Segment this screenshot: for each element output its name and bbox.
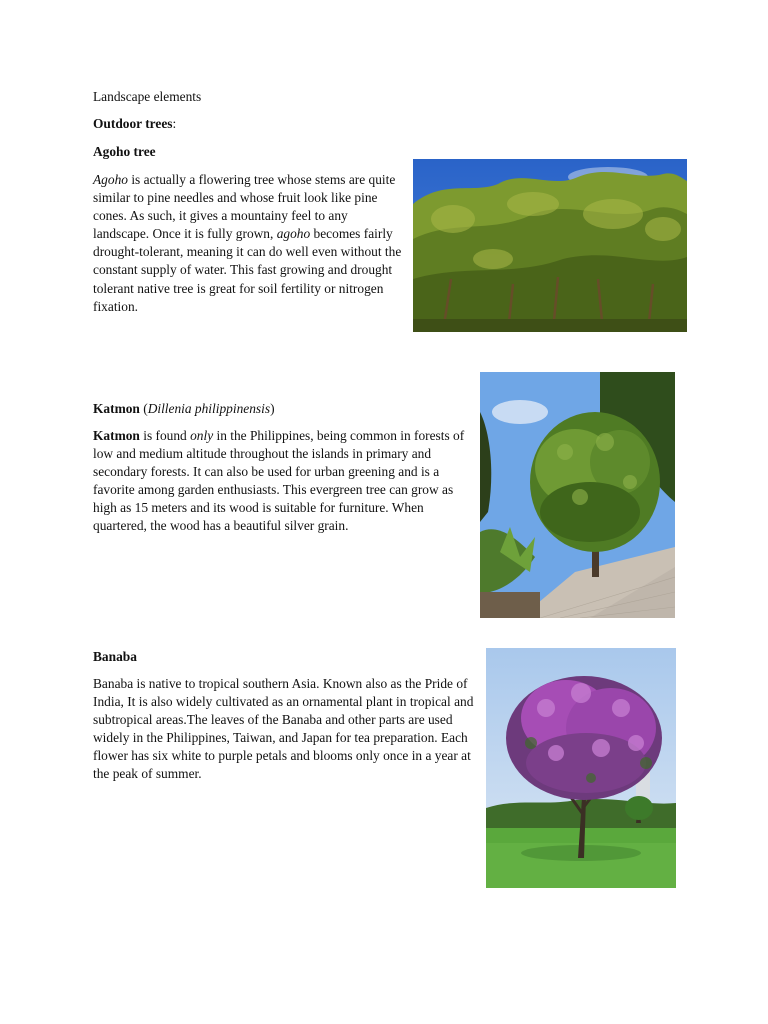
agoho-tree-photo [413, 159, 687, 332]
katmon-tree-photo [480, 372, 675, 618]
section-paragraph-banaba: Banaba is native to tropical southern Asia. Known also as the Pride of India, It is also widely cultivated as an ornamental plant in tropical and subtropical areas.The leaves of the Banaba and other parts are used widely in the Philippines, Taiwan, and Japan for tea preparation. Each flower has six white to purple petals and blooms only once in a year at the peak of summer. [93, 676, 474, 782]
section-title-agoho: Agoho tree [93, 144, 156, 159]
document-heading: Landscape elements [93, 89, 202, 104]
section-title-katmon: Katmon (Dillenia philippinensis) [93, 401, 275, 416]
agoho-italic-lead: Agoho [93, 172, 128, 187]
section-paragraph-agoho: Agoho is actually a flowering tree whose stems are quite similar to pine needles and whose fruit look like pine cones. As such, it gives a mountainy feel to any landscape. Once it is fully grown, agoho becomes fairly drought-tolerant, meaning it can do well even without the constant supply of water. This fast growing and drought tolerant native tree is great for soil fertility or nitrogen fixation. [93, 172, 402, 314]
subheading-suffix: : [172, 116, 177, 131]
banaba-tree-photo [486, 648, 676, 888]
section-title-banaba: Banaba [93, 649, 137, 664]
subheading-bold: Outdoor trees [93, 116, 173, 131]
section-paragraph-katmon: Katmon is found only in the Philippines, being common in forests of low and medium altitude throughout the islands in primary and secondary forests. It can also be used for urban greening and is a favorite among garden enthusiasts. This evergreen tree can grow as high as 15 meters and its wood is suitable for furniture. When quartered, the wood has a beautiful silver grain. [93, 428, 465, 534]
document-subheading [93, 115, 176, 133]
